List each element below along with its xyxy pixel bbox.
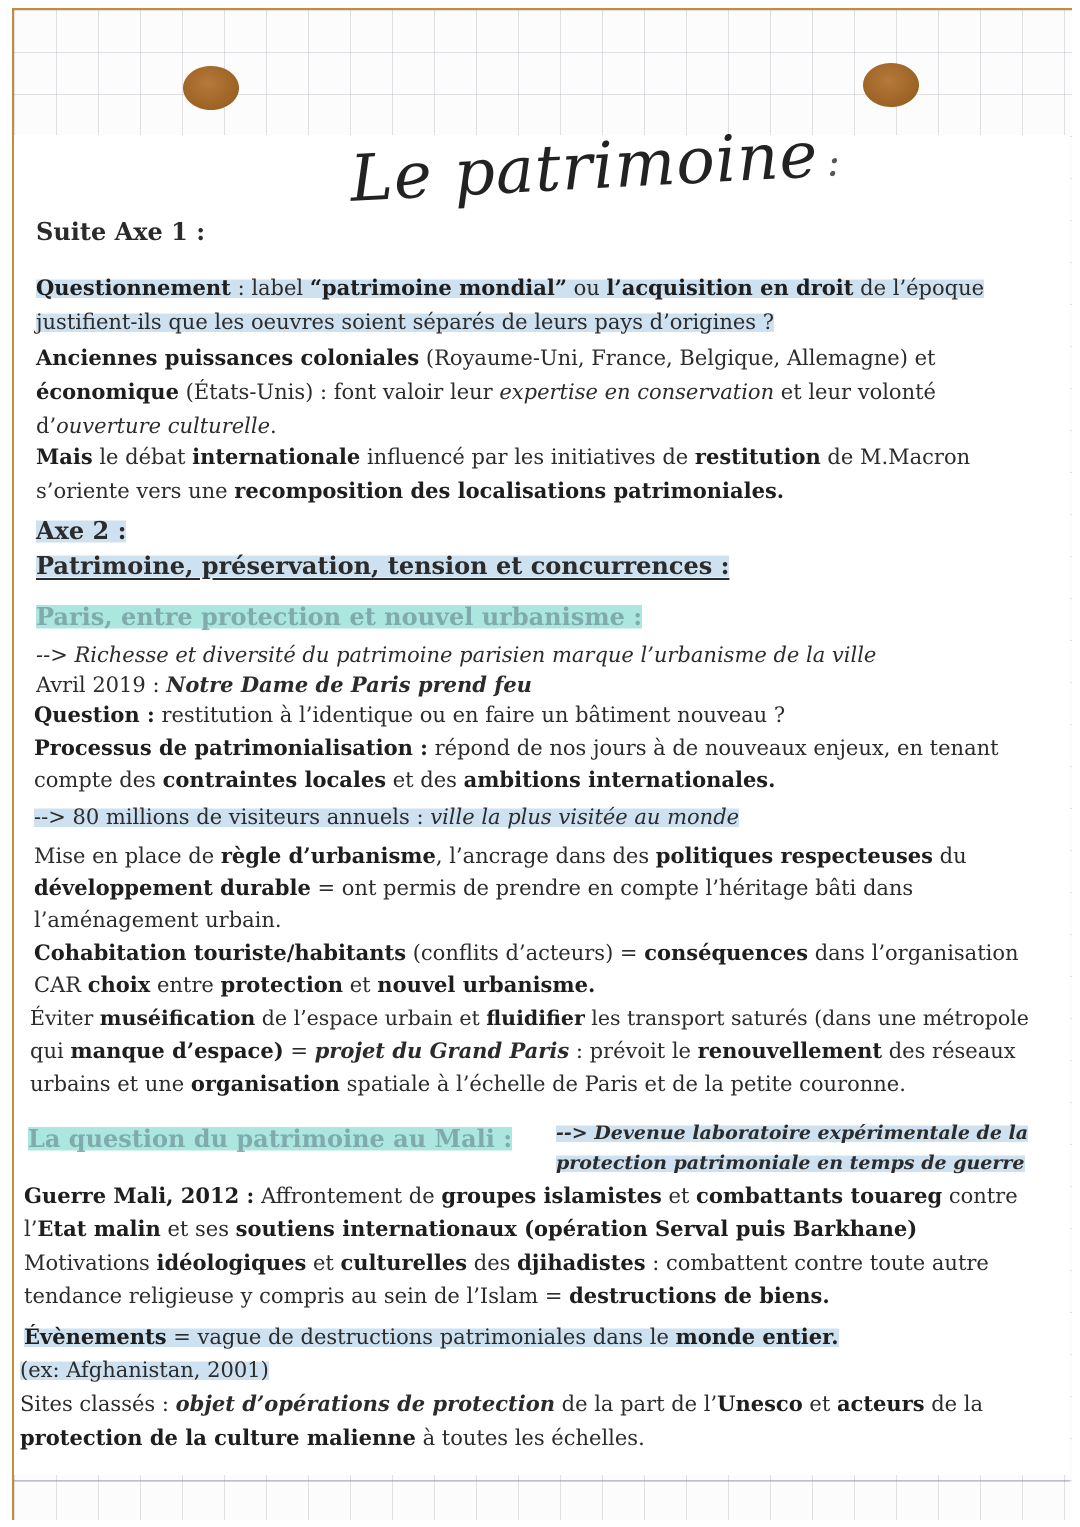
mali-line-1: Guerre Mali, 2012 : Affrontement de groupes islamistes et combattants touareg contre: [24, 1183, 1018, 1208]
mali-side-note-1: --> Devenue laboratoire expérimentale de la: [556, 1122, 1029, 1144]
paris-line-5: compte des contraintes locales et des ambitions internationales.: [34, 767, 776, 792]
paris-line-11: CAR choix entre protection et nouvel urbanisme.: [34, 972, 596, 997]
mali-line-2: l’Etat malin et ses soutiens internationaux (opération Serval puis Barkhane): [24, 1216, 918, 1241]
mali-line-3: Motivations idéologiques et culturelles des djihadistes : combattent contre toute autre: [24, 1250, 989, 1275]
paris-line-7: Mise en place de règle d’urbanisme, l’ancrage dans des politiques respecteuses du: [34, 843, 967, 868]
puissances-line-2: économique (États-Unis) : font valoir leur expertise en conservation et leur volonté: [36, 379, 936, 404]
mali-line-6: (ex: Afghanistan, 2001): [20, 1358, 269, 1382]
paris-line-1: --> Richesse et diversité du patrimoine parisien marque l’urbanisme de la ville: [36, 643, 877, 667]
paris-line-2: Avril 2019 : Notre Dame de Paris prend feu: [36, 672, 532, 697]
paris-heading: Paris, entre protection et nouvel urbanisme :: [36, 602, 643, 631]
questionnement-line-2: justifient-ils que les oeuvres soient séparés de leurs pays d’origines ?: [36, 310, 775, 334]
axe2-title: Patrimoine, préservation, tension et concurrences :: [36, 551, 730, 580]
mali-line-4: tendance religieuse y compris au sein de l’Islam = destructions de biens.: [24, 1283, 830, 1308]
paris-line-9: l’aménagement urbain.: [34, 908, 282, 932]
paris-line-3: Question : restitution à l’identique ou en faire un bâtiment nouveau ?: [34, 702, 786, 727]
paris-line-8: développement durable = ont permis de prendre en compte l’héritage bâti dans: [34, 875, 914, 900]
mali-line-5: Évènements = vague de destructions patrimoniales dans le monde entier.: [24, 1324, 839, 1349]
paris-line-12: Éviter muséification de l’espace urbain et fluidifier les transport saturés (dans une métropole: [30, 1006, 1029, 1030]
debat-line-1: Mais le débat internationale influencé par les initiatives de restitution de M.Macron: [36, 444, 971, 469]
paris-line-13: qui manque d’espace) = projet du Grand Paris : prévoit le renouvellement des réseaux: [30, 1038, 1016, 1063]
paris-line-6: --> 80 millions de visiteurs annuels : ville la plus visitée au monde: [34, 805, 740, 829]
mali-line-8: protection de la culture malienne à toutes les échelles.: [20, 1425, 645, 1450]
mali-side-note-2: protection patrimoniale en temps de guerre: [556, 1152, 1025, 1174]
paris-line-10: Cohabitation touriste/habitants (conflits d’acteurs) = conséquences dans l’organisation: [34, 940, 1019, 965]
debat-line-2: s’oriente vers une recomposition des localisations patrimoniales.: [36, 478, 785, 503]
axe2-label: Axe 2 :: [36, 516, 127, 545]
page-title: Le patrimoine :: [348, 118, 843, 217]
puissances-line-3: d’ouverture culturelle.: [36, 414, 277, 438]
mali-heading: La question du patrimoine au Mali :: [28, 1124, 513, 1153]
paris-line-14: urbains et une organisation spatiale à l’échelle de Paris et de la petite couronne.: [30, 1071, 906, 1096]
puissances-line-1: Anciennes puissances coloniales (Royaume-Uni, France, Belgique, Allemagne) et: [36, 345, 936, 370]
mali-line-7: Sites classés : objet d’opérations de protection de la part de l’Unesco et acteurs de la: [20, 1391, 984, 1416]
paris-line-4: Processus de patrimonialisation : répond de nos jours à de nouveaux enjeux, en tenant: [34, 735, 999, 760]
suite-axe-heading: Suite Axe 1 :: [36, 217, 206, 246]
questionnement-line-1: Questionnement : label “patrimoine mondial” ou l’acquisition en droit de l’époque: [36, 275, 985, 300]
